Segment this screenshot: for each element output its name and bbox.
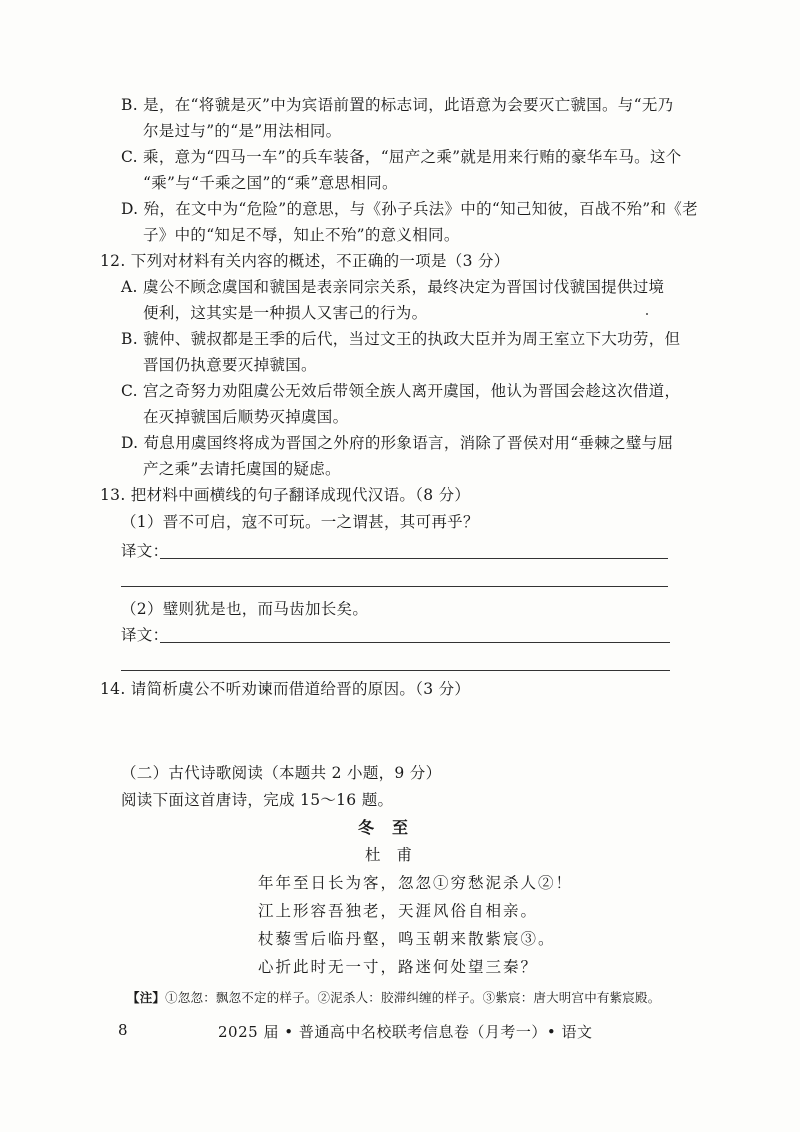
poem-line-1: 年年至日长为客，忽忽①穷愁泥杀人②！	[258, 874, 574, 892]
poem-title: 冬至	[358, 818, 427, 837]
q12-stem: 12. 下列对材料有关内容的概述，不正确的一项是（3 分）	[100, 252, 510, 270]
q13-answer-line-1b[interactable]	[121, 586, 668, 587]
q12-option-c-line2: 在灭掉虢国后顺势灭掉虞国。	[143, 408, 349, 426]
section2-instruction: 阅读下面这首唐诗，完成 15～16 题。	[121, 791, 394, 809]
q12-option-a-line1: A. 虞公不顾念虞国和虢国是表亲同宗关系，最终决定为晋国讨伐虢国提供过境	[121, 278, 665, 296]
q12-option-b-line2: 晋国仍执意要灭掉虢国。	[143, 356, 317, 374]
q11-option-b-line1: B. 是，在“将虢是灭”中为宾语前置的标志词，此语意为会要灭亡虢国。与“无乃	[121, 96, 674, 114]
q13-stem: 13. 把材料中画横线的句子翻译成现代汉语。（8 分）	[100, 486, 471, 504]
q13-answer-label-2: 译文：	[121, 626, 169, 644]
q13-answer-line-2a[interactable]	[160, 642, 670, 643]
q12-option-c-line1: C. 宫之奇努力劝阻虞公无效后带领全族人离开虞国，他认为晋国会趁这次借道，	[121, 382, 681, 400]
q12-option-d-line2: 产之乘”去请托虞国的疑虑。	[143, 460, 341, 478]
q12-option-a-line2: 便利，这其实是一种损人又害己的行为。	[143, 304, 428, 322]
q13-answer-line-1a[interactable]	[160, 558, 668, 559]
poem-line-3: 杖藜雪后临丹壑，鸣玉朝来散紫宸③。	[258, 930, 556, 948]
section2-title: （二）古代诗歌阅读（本题共 2 小题，9 分）	[121, 764, 442, 782]
q13-answer-label-1: 译文：	[121, 542, 169, 560]
q13-sentence-2: （2）璧则犹是也，而马齿加长矣。	[121, 600, 369, 618]
note-tag: 【注】	[127, 990, 166, 1005]
q12-option-b-line1: B. 虢仲、虢叔都是王季的后代，当过文王的执政大臣并为周王室立下大功劳，但	[121, 330, 681, 348]
q11-option-d-line1: D. 殆，在文中为“危险”的意思，与《孙子兵法》中的“知己知彼，百战不殆”和《老	[121, 200, 698, 218]
q13-answer-line-2b[interactable]	[121, 670, 670, 671]
q11-option-c-line1: C. 乘，意为“四马一车”的兵车装备，“屈产之乘”就是用来行贿的豪华车马。这个	[121, 148, 682, 166]
poem-line-2: 江上形容吾独老，天涯风俗自相亲。	[258, 902, 539, 920]
q13-sentence-1: （1）晋不可启，寇不可玩。一之谓甚，其可再乎？	[121, 513, 479, 531]
page-number: 8	[118, 1021, 129, 1039]
q12-option-d-line1: D. 荀息用虞国终将成为晋国之外府的形象语言，消除了晋侯对用“垂棘之璧与屈	[121, 434, 674, 452]
q11-option-c-line2: “乘”与“千乘之国”的“乘”意思相同。	[143, 174, 398, 192]
note-text: ①忽忽：飘忽不定的样子。②泥杀人：胶滞纠缠的样子。③紫宸：唐大明宫中有紫宸殿。	[165, 990, 661, 1005]
poem-note	[127, 987, 660, 1009]
q11-option-b-line2: 尔是过与”的“是”用法相同。	[143, 122, 342, 140]
speck-mark	[646, 313, 648, 315]
footer-title: 2025 届 • 普通高中名校联考信息卷（月考一）• 语文	[218, 1023, 593, 1041]
q11-option-d-line2: 子》中的“知足不辱，知止不殆”的意义相同。	[143, 226, 460, 244]
q14-stem: 14. 请简析虞公不听劝谏而借道给晋的原因。（3 分）	[100, 680, 471, 698]
poem-author: 杜甫	[365, 846, 429, 864]
poem-line-4: 心折此时无一寸，路迷何处望三秦？	[258, 958, 539, 976]
